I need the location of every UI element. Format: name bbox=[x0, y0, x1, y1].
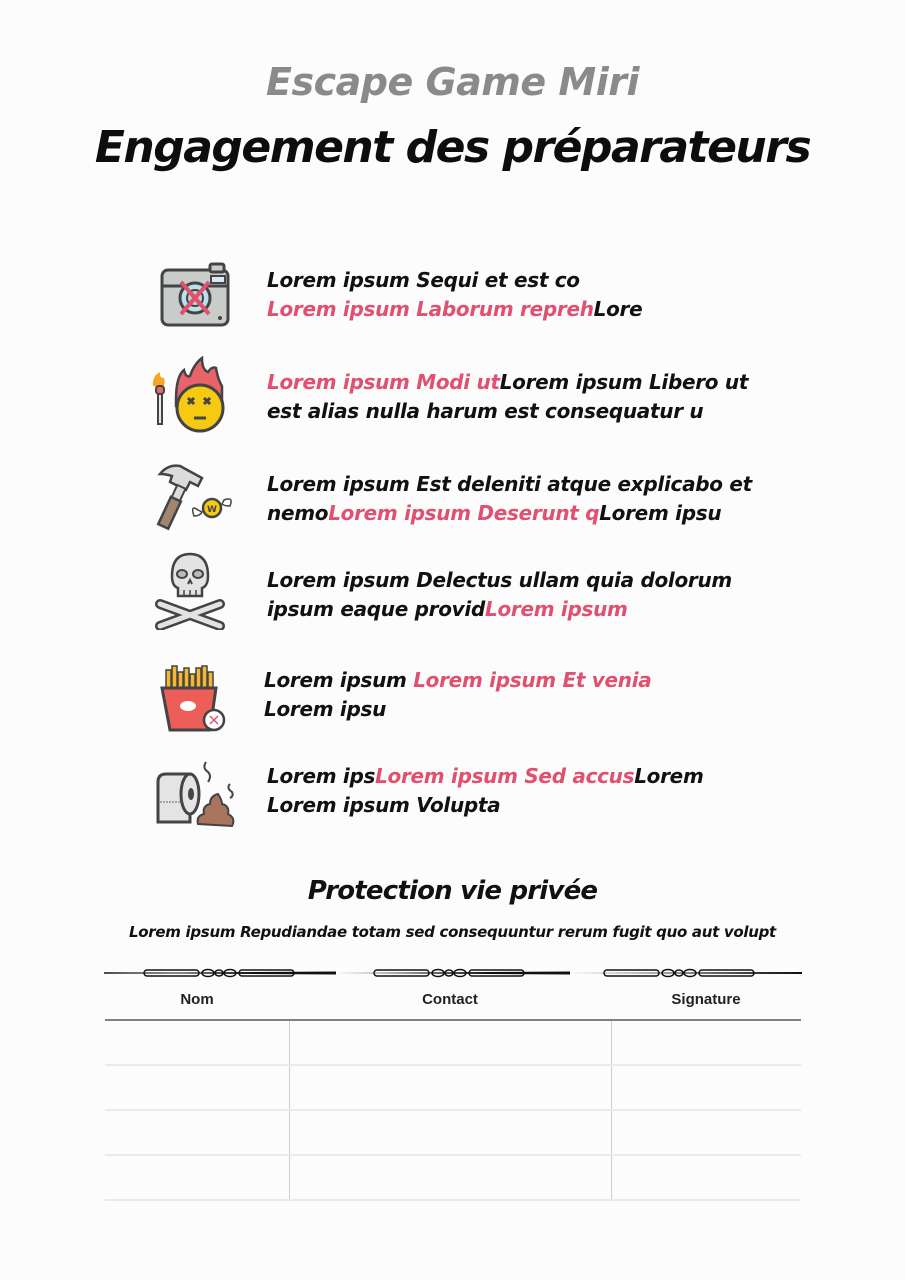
column-header-nom: Nom bbox=[105, 980, 289, 1020]
table-row bbox=[105, 1020, 801, 1065]
contact-cell[interactable] bbox=[289, 1020, 611, 1065]
rule-text-segment: Lorem ipsu bbox=[599, 501, 722, 525]
contact-cell[interactable] bbox=[289, 1065, 611, 1110]
rule-text-highlight: Lorem ipsum Et venia bbox=[413, 668, 652, 692]
privacy-text: Lorem ipsum Repudiandae totam sed consequuntur rerum fugit quo aut volupt bbox=[129, 923, 776, 941]
nom-cell[interactable] bbox=[105, 1065, 289, 1110]
contact-cell[interactable] bbox=[289, 1110, 611, 1155]
rule-text bbox=[267, 566, 767, 624]
rule-text-segment: Lorem ipsu bbox=[264, 697, 387, 721]
rule-text bbox=[267, 266, 767, 324]
rule-item bbox=[150, 550, 770, 630]
privacy-title: Protection vie privée bbox=[307, 876, 598, 906]
toilet-paper-poop-icon bbox=[150, 756, 238, 836]
rule-text-segment: Lorem ipsum Libero ut bbox=[499, 370, 749, 394]
rule-text-segment: Lorem ipsum Est deleniti atque explicabo et bbox=[267, 472, 752, 496]
svg-text:W: W bbox=[207, 505, 217, 515]
contact-cell[interactable] bbox=[289, 1155, 611, 1200]
document-title: Engagement des préparateurs bbox=[94, 122, 811, 173]
rule-text-highlight: Lorem ipsum Sed accus bbox=[375, 764, 635, 788]
match-burning-face-icon bbox=[150, 356, 238, 436]
rule-text bbox=[264, 666, 764, 724]
rule-text bbox=[267, 762, 767, 820]
table-row bbox=[105, 1065, 801, 1110]
table-row bbox=[105, 1155, 801, 1200]
rule-text-highlight: Lorem ipsum bbox=[485, 597, 628, 621]
rule-text-segment: Lorem ipsum Volupta bbox=[267, 793, 501, 817]
rule-text-highlight: Lorem ipsum Modi ut bbox=[267, 370, 500, 394]
nom-cell[interactable] bbox=[105, 1110, 289, 1155]
no-fries-icon bbox=[150, 662, 238, 742]
rule-text-segment: Lorem ips bbox=[267, 764, 376, 788]
rule-item bbox=[150, 356, 770, 436]
hammer-flying-coin-icon bbox=[150, 460, 238, 540]
rule-item bbox=[150, 262, 770, 342]
rule-text-segment: Lore bbox=[593, 297, 643, 321]
column-header-contact: Contact bbox=[289, 980, 611, 1020]
rule-text-segment: Lorem ipsum Sequi et est co bbox=[267, 268, 580, 292]
no-camera-icon bbox=[150, 262, 238, 342]
rule-text bbox=[267, 470, 767, 528]
signature-cell[interactable] bbox=[611, 1155, 801, 1200]
signature-cell[interactable] bbox=[611, 1020, 801, 1065]
table-header-row bbox=[105, 980, 801, 1020]
skull-crossbones-icon bbox=[150, 550, 238, 630]
rule-text-segment: Lorem ipsum Delectus ullam quia dolorum bbox=[267, 568, 732, 592]
signature-table bbox=[105, 980, 801, 1201]
rule-text bbox=[267, 368, 767, 426]
rule-text-segment: ipsum eaque provid bbox=[267, 597, 485, 621]
rule-text-segment: Lorem ipsum bbox=[264, 668, 414, 692]
rule-text-segment: est alias nulla harum est consequatur u bbox=[267, 399, 704, 423]
rule-text-highlight: Lorem ipsum Deserunt q bbox=[328, 501, 600, 525]
nom-cell[interactable] bbox=[105, 1020, 289, 1065]
rule-item bbox=[150, 756, 770, 836]
signature-cell[interactable] bbox=[611, 1110, 801, 1155]
rule-item bbox=[150, 662, 770, 742]
table-row bbox=[105, 1110, 801, 1155]
nom-cell[interactable] bbox=[105, 1155, 289, 1200]
column-header-signature: Signature bbox=[611, 980, 801, 1020]
rule-text-segment: nemo bbox=[267, 501, 329, 525]
signature-cell[interactable] bbox=[611, 1065, 801, 1110]
document-subtitle: Escape Game Miri bbox=[266, 60, 639, 104]
rule-text-highlight: Lorem ipsum Laborum repreh bbox=[267, 297, 594, 321]
rule-text-segment: Lorem bbox=[634, 764, 704, 788]
rule-item bbox=[150, 460, 770, 540]
